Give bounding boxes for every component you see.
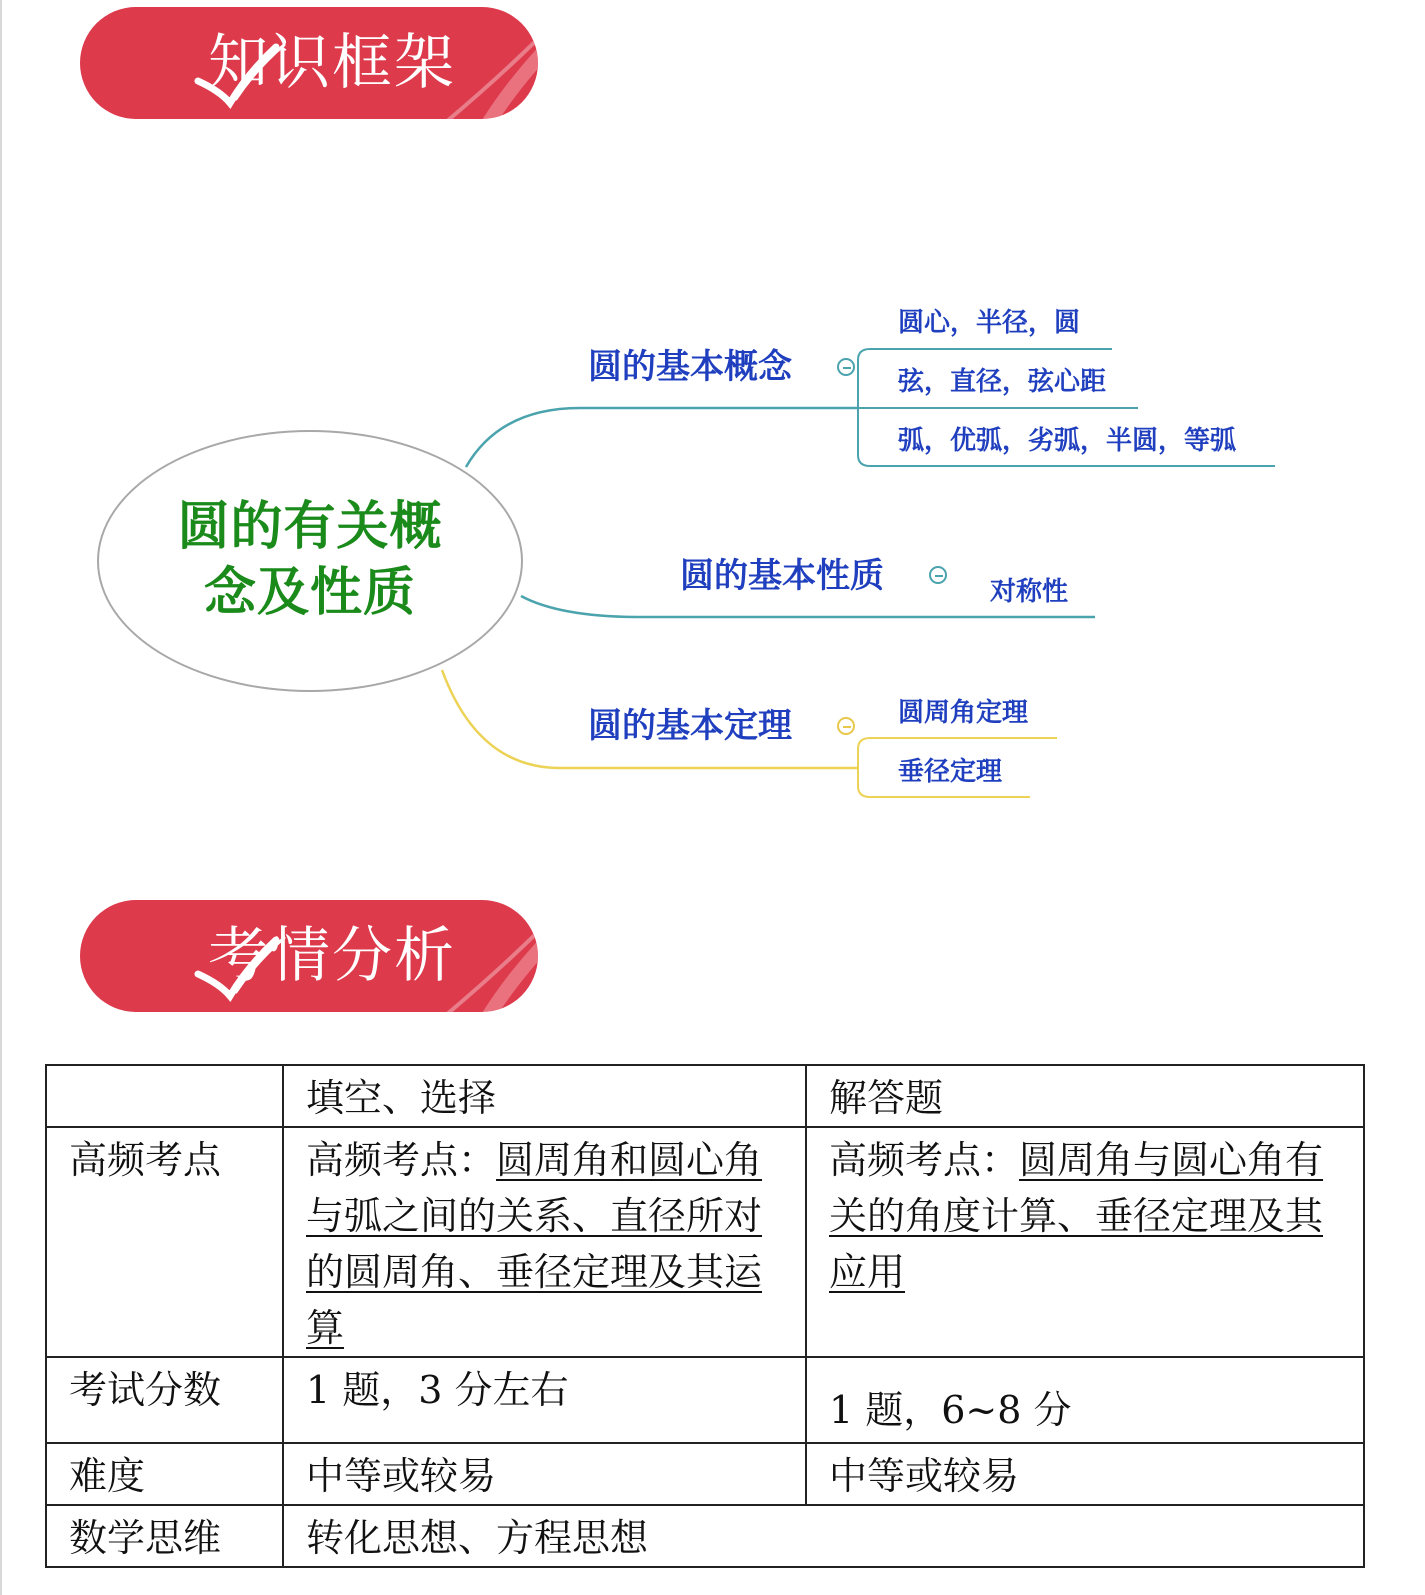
focus-topics: 圆周角与圆心角有关的角度计算、垂径定理及其应用 (829, 1138, 1324, 1294)
score-answer-text: 1 题，6~8 分 (829, 1388, 1072, 1432)
leaf-inscribed-angle-theorem: 圆周角定理 (898, 698, 1029, 728)
row-label-difficulty: 难度 (46, 1443, 283, 1505)
score-cell-fill-choice: 1 题，3 分左右 (283, 1357, 806, 1443)
collapse-icon[interactable] (929, 566, 947, 584)
table-row-focus (46, 1127, 1364, 1357)
focus-cell-fill-choice (283, 1127, 806, 1357)
row-label-thinking: 数学思维 (46, 1505, 283, 1567)
focus-prefix: 高频考点： (306, 1138, 497, 1182)
focus-topics: 圆周角和圆心角与弧之间的关系、直径所对的圆周角、垂径定理及其运算 (306, 1138, 763, 1350)
exam-analysis-table (45, 1064, 1365, 1568)
leaf-chord-diameter: 弦，直径，弦心距 (898, 367, 1107, 397)
thinking-cell: 转化思想、方程思想 (283, 1505, 1364, 1567)
branch-basic-theorems: 圆的基本定理 (588, 706, 792, 746)
branch-basic-properties: 圆的基本性质 (680, 556, 884, 596)
focus-cell-answer (806, 1127, 1364, 1357)
branch-basic-concepts: 圆的基本概念 (588, 347, 792, 387)
leaf-center-radius: 圆心，半径，圆 (898, 308, 1081, 338)
collapse-icon[interactable] (837, 358, 855, 376)
focus-prefix: 高频考点： (829, 1138, 1020, 1182)
leaf-perpendicular-diameter-theorem: 垂径定理 (898, 757, 1003, 787)
central-topic-line-2: 念及性质 (203, 563, 416, 623)
table-row-score (46, 1357, 1364, 1443)
leaf-arcs: 弧，优弧，劣弧，半圆，等弧 (898, 426, 1237, 456)
difficulty-cell-answer: 中等或较易 (806, 1443, 1364, 1505)
leaf-symmetry: 对称性 (990, 577, 1069, 607)
row-label-score: 考试分数 (46, 1357, 283, 1443)
header-cell-answer: 解答题 (806, 1065, 1364, 1127)
row-label-focus: 高频考点 (46, 1127, 283, 1357)
table-row-difficulty (46, 1443, 1364, 1505)
header-cell-fill-choice: 填空、选择 (283, 1065, 806, 1127)
central-topic-line-1: 圆的有关概 (177, 497, 443, 557)
header-cell-empty (46, 1065, 283, 1127)
table-row-thinking (46, 1505, 1364, 1567)
section-title-framework: 知识框架 (208, 28, 456, 98)
collapse-icon[interactable] (837, 717, 855, 735)
section-banner-analysis (80, 900, 538, 1012)
table-header-row (46, 1065, 1364, 1127)
section-title-analysis: 考情分析 (208, 921, 456, 991)
difficulty-cell-fill-choice: 中等或较易 (283, 1443, 806, 1505)
central-topic-label (150, 494, 470, 626)
score-cell-answer (806, 1357, 1364, 1443)
